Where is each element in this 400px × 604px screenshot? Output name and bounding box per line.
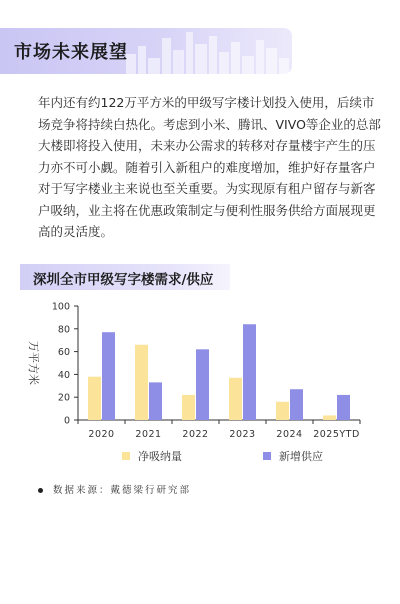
y-axis-label: 万平方米 xyxy=(27,341,40,385)
paragraph-line: 高的灵活度。 xyxy=(38,224,114,239)
legend-swatch xyxy=(122,452,130,460)
paragraph-line: 大楼即将投入使用，未来办公需求的转移对存量楼宇产生的压 xyxy=(38,138,376,153)
data-source-text: 数据来源：戴德梁行研究部 xyxy=(53,485,192,496)
legend-label: 净吸纳量 xyxy=(138,450,182,463)
paragraph-line: 力亦不可小觑。随着引入新租户的难度增加，维护好存量客户 xyxy=(38,159,376,175)
city-skyline-decoration xyxy=(122,28,292,74)
y-tick-label: 40 xyxy=(57,369,70,381)
y-tick-label: 20 xyxy=(57,392,70,404)
bar-net-absorption xyxy=(135,345,148,420)
y-tick-label: 0 xyxy=(63,415,70,427)
bar-new-supply xyxy=(290,389,303,420)
bar-net-absorption xyxy=(229,378,242,420)
bullet-dot xyxy=(38,488,43,493)
body-paragraph xyxy=(38,92,381,243)
y-tick-label: 80 xyxy=(57,324,70,336)
legend-label: 新增供应 xyxy=(279,450,323,463)
x-tick-label: 2021 xyxy=(135,429,162,440)
paragraph-line: 年内还有约122万平方米的甲级写字楼计划投入使用，后续市 xyxy=(38,95,375,110)
legend-swatch xyxy=(263,452,271,460)
bar-chart xyxy=(0,296,400,476)
bar-net-absorption xyxy=(323,415,336,420)
y-tick-label: 100 xyxy=(51,301,70,313)
page-title: 市场未来展望 xyxy=(14,42,128,63)
bar-net-absorption xyxy=(182,395,195,420)
bar-new-supply xyxy=(102,332,115,420)
chart-title: 深圳全市甲级写字楼需求/供应 xyxy=(33,272,214,288)
paragraph-line: 户吸纳，业主将在优惠政策制定与便利性服务供给方面展现更 xyxy=(38,202,376,218)
x-tick-label: 2025YTD xyxy=(313,429,360,440)
x-tick-label: 2023 xyxy=(229,429,256,440)
bar-new-supply xyxy=(149,382,162,420)
data-source-note xyxy=(38,482,191,496)
paragraph-line: 对于写字楼业主来说也至关重要。为实现原有租户留存与新客 xyxy=(38,181,376,196)
x-tick-label: 2020 xyxy=(88,429,115,440)
bar-new-supply xyxy=(337,395,350,420)
y-tick-label: 60 xyxy=(57,347,70,359)
bar-net-absorption xyxy=(276,402,289,420)
paragraph-line: 场竞争将持续白热化。考虑到小米、腾讯、VIVO等企业的总部 xyxy=(38,116,381,132)
section-banner xyxy=(0,28,292,74)
x-tick-label: 2024 xyxy=(276,429,303,440)
bar-new-supply xyxy=(243,324,256,420)
bar-new-supply xyxy=(196,349,209,420)
x-tick-label: 2022 xyxy=(182,429,209,440)
bar-net-absorption xyxy=(88,377,101,420)
